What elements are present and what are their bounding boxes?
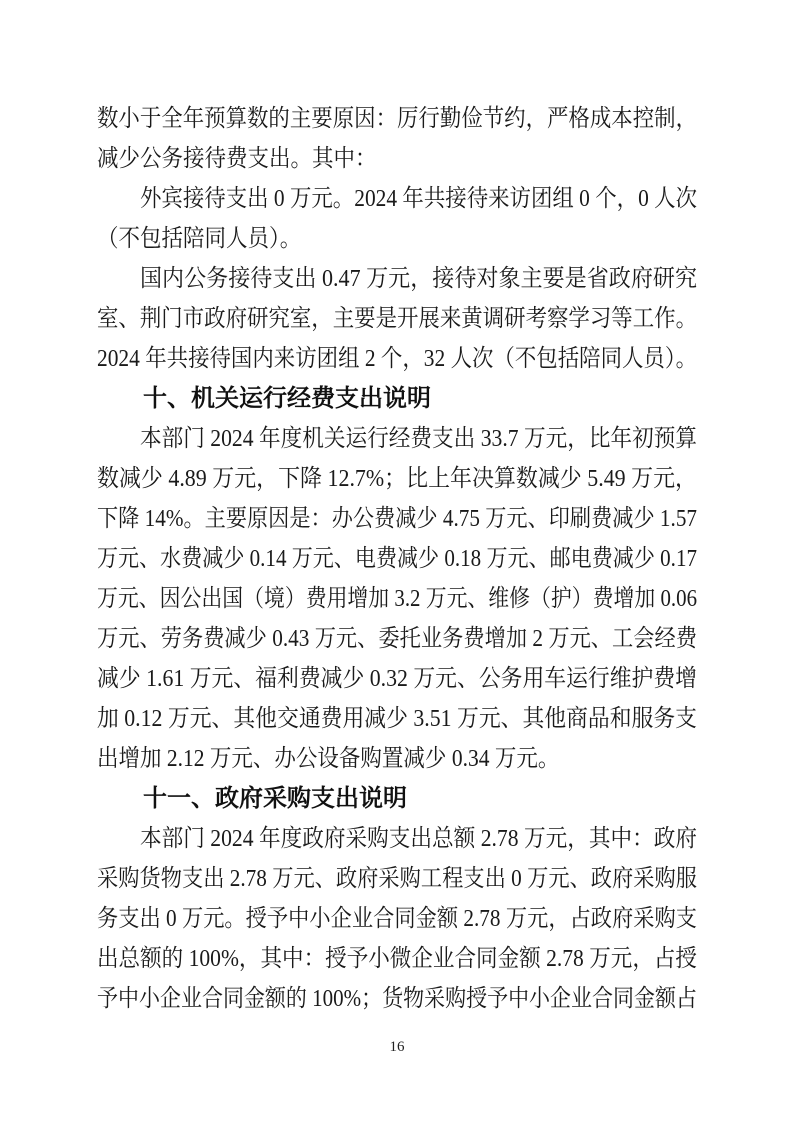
text-line-content: 万元、劳务费减少 0.43 万元、委托业务费增加 2 万元、工会经费 bbox=[97, 626, 697, 652]
text-line bbox=[97, 99, 697, 139]
text-line-content: 2024 年共接待国内来访团组 2 个，32 人次（不包括陪同人员）。 bbox=[97, 346, 697, 372]
text-line-content: 室、荆门市政府研究室，主要是开展来黄调研考察学习等工作。 bbox=[97, 306, 697, 332]
text-line bbox=[97, 659, 697, 699]
text-line-content: 减少公务接待费支出。其中： bbox=[97, 146, 377, 172]
text-line bbox=[97, 979, 697, 1019]
text-line bbox=[97, 299, 697, 339]
text-line-content: 出总额的 100%，其中：授予小微企业合同金额 2.78 万元，占授 bbox=[97, 946, 697, 972]
page-number: 16 bbox=[389, 1039, 405, 1055]
text-line bbox=[97, 899, 697, 939]
text-line-content: 务支出 0 万元。授予中小企业合同金额 2.78 万元，占政府采购支 bbox=[97, 906, 697, 932]
text-line bbox=[97, 579, 697, 619]
text-line bbox=[97, 259, 697, 299]
text-line-content: 本部门 2024 年度机关运行经费支出 33.7 万元，比年初预算 bbox=[140, 426, 697, 452]
text-line-content: 下降 14%。主要原因是：办公费减少 4.75 万元、印刷费减少 1.57 bbox=[97, 506, 697, 532]
text-line bbox=[97, 739, 697, 779]
text-line-content: 外宾接待支出 0 万元。2024 年共接待来访团组 0 个，0 人次 bbox=[140, 186, 697, 212]
text-line bbox=[97, 459, 697, 499]
text-line bbox=[97, 499, 697, 539]
text-line-content: 数小于全年预算数的主要原因：厉行勤俭节约，严格成本控制， bbox=[97, 106, 697, 132]
text-line-content: 采购货物支出 2.78 万元、政府采购工程支出 0 万元、政府采购服 bbox=[97, 866, 697, 892]
text-line-content: （不包括陪同人员）。 bbox=[97, 226, 302, 252]
text-line bbox=[97, 139, 697, 179]
text-line-content: 国内公务接待支出 0.47 万元，接待对象主要是省政府研究 bbox=[140, 266, 697, 292]
text-line bbox=[97, 619, 697, 659]
text-line bbox=[97, 219, 697, 259]
text-line-content: 减少 1.61 万元、福利费减少 0.32 万元、公务用车运行维护费增 bbox=[97, 666, 697, 692]
page-footer bbox=[0, 1032, 794, 1062]
document-body bbox=[97, 99, 697, 1019]
section-heading-agency-operating-costs bbox=[97, 379, 697, 419]
text-line bbox=[97, 179, 697, 219]
text-line bbox=[97, 819, 697, 859]
section-heading-text: 十、机关运行经费支出说明 bbox=[143, 385, 431, 412]
text-line-content: 予中小企业合同金额的 100%；货物采购授予中小企业合同金额占 bbox=[97, 986, 697, 1012]
text-line-content: 万元、水费减少 0.14 万元、电费减少 0.18 万元、邮电费减少 0.17 bbox=[97, 546, 697, 572]
text-line-content: 万元、因公出国（境）费用增加 3.2 万元、维修（护）费增加 0.06 bbox=[97, 586, 697, 612]
text-line-content: 加 0.12 万元、其他交通费用减少 3.51 万元、其他商品和服务支 bbox=[97, 706, 697, 732]
section-heading-government-procurement bbox=[97, 779, 697, 819]
section-heading-text: 十一、政府采购支出说明 bbox=[143, 785, 407, 812]
text-line bbox=[97, 419, 697, 459]
text-line bbox=[97, 339, 697, 379]
text-line-content: 数减少 4.89 万元，下降 12.7%；比上年决算数减少 5.49 万元， bbox=[97, 466, 697, 492]
text-line-content: 出增加 2.12 万元、办公设备购置减少 0.34 万元。 bbox=[97, 746, 560, 772]
text-line bbox=[97, 859, 697, 899]
text-line bbox=[97, 699, 697, 739]
text-line-content: 本部门 2024 年度政府采购支出总额 2.78 万元，其中：政府 bbox=[140, 826, 697, 852]
text-line bbox=[97, 539, 697, 579]
text-line bbox=[97, 939, 697, 979]
